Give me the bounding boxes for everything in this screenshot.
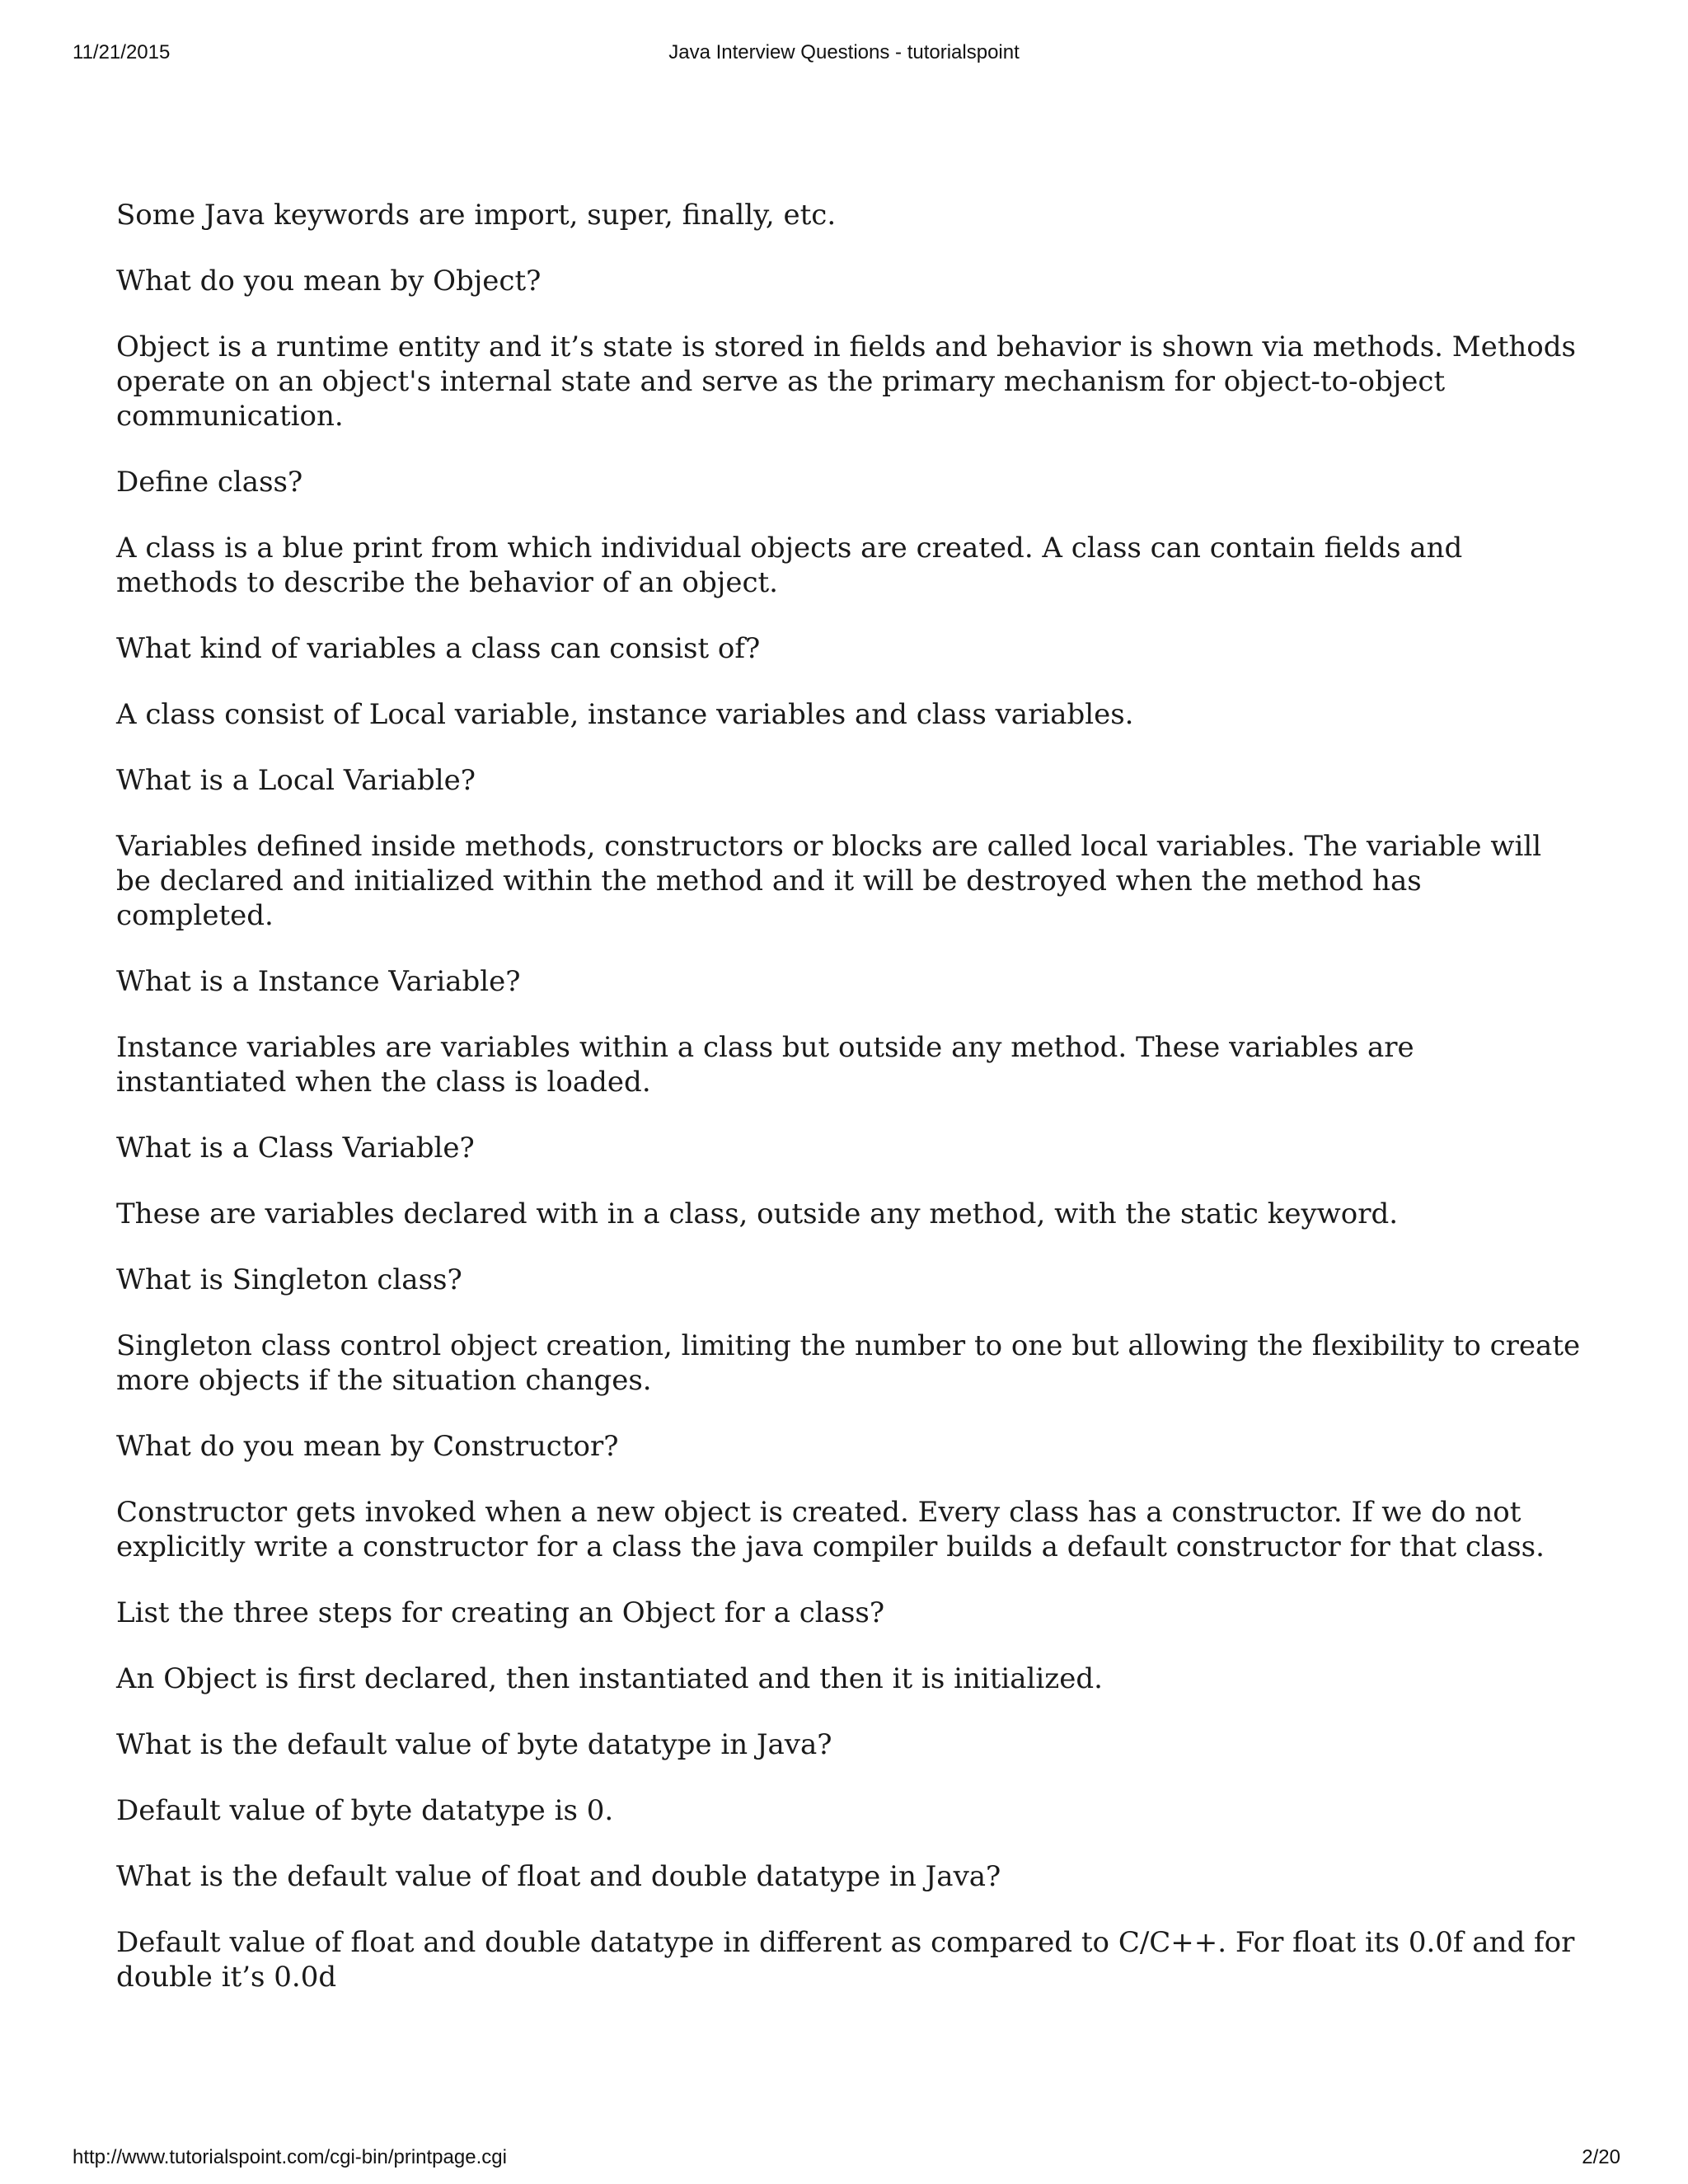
question: What is a Local Variable?	[116, 764, 476, 797]
question: What kind of variables a class can consist of?	[116, 632, 761, 665]
answer: Singleton class control object creation, limiting the number to one but allowing the flexibility to create more objects if the situation changes.	[116, 1329, 1581, 1397]
source-url[interactable]: http://www.tutorialspoint.com/cgi-bin/printpage.cgi	[73, 2146, 507, 2168]
answer: Instance variables are variables within a class but outside any method. These variables are instantiated when the class is loaded.	[116, 1031, 1414, 1099]
answer: Variables defined inside methods, constructors or blocks are called local variables. The variable will be declared and initialized within the method and it will be destroyed when the method has completed.	[116, 830, 1542, 932]
answer: Default value of byte datatype is 0.	[116, 1794, 614, 1827]
print-date: 11/21/2015	[73, 41, 171, 63]
question: What is a Class Variable?	[116, 1132, 475, 1165]
page-header	[0, 41, 1688, 74]
answer: A class consist of Local variable, instance variables and class variables.	[116, 698, 1134, 731]
answer: An Object is first declared, then instantiated and then it is initialized.	[116, 1662, 1103, 1695]
paragraph: Some Java keywords are import, super, finally, etc.	[116, 199, 837, 232]
answer: A class is a blue print from which individual objects are created. A class can contain fields and methods to describe the behavior of an object.	[116, 532, 1463, 599]
question: What is a Instance Variable?	[116, 965, 521, 998]
question: What is Singleton class?	[116, 1263, 462, 1296]
document-body	[116, 198, 1583, 2026]
question: List the three steps for creating an Object for a class?	[116, 1596, 885, 1629]
page-number: 2/20	[1582, 2146, 1620, 2168]
page-footer	[0, 2146, 1688, 2179]
question: What do you mean by Constructor?	[116, 1430, 619, 1463]
question: What do you mean by Object?	[116, 265, 542, 298]
question: Define class?	[116, 466, 303, 499]
answer: Constructor gets invoked when a new object is created. Every class has a constructor. If we do not explicitly write a constructor for a class the java compiler builds a default constructor for that class.	[116, 1496, 1545, 1563]
answer: Object is a runtime entity and it’s state is stored in fields and behavior is shown via methods. Methods operate on an object's internal state and serve as the primary mechanism for object-to-object communication.	[116, 330, 1576, 433]
answer: These are variables declared with in a class, outside any method, with the static keyword.	[116, 1197, 1399, 1230]
question: What is the default value of float and double datatype in Java?	[116, 1860, 1001, 1893]
question: What is the default value of byte datatype in Java?	[116, 1728, 832, 1761]
document-title: Java Interview Questions - tutorialspoint	[668, 41, 1020, 63]
answer: Default value of float and double datatype in different as compared to C/C++. For float its 0.0f and for double it’s 0.0d	[116, 1926, 1575, 1994]
